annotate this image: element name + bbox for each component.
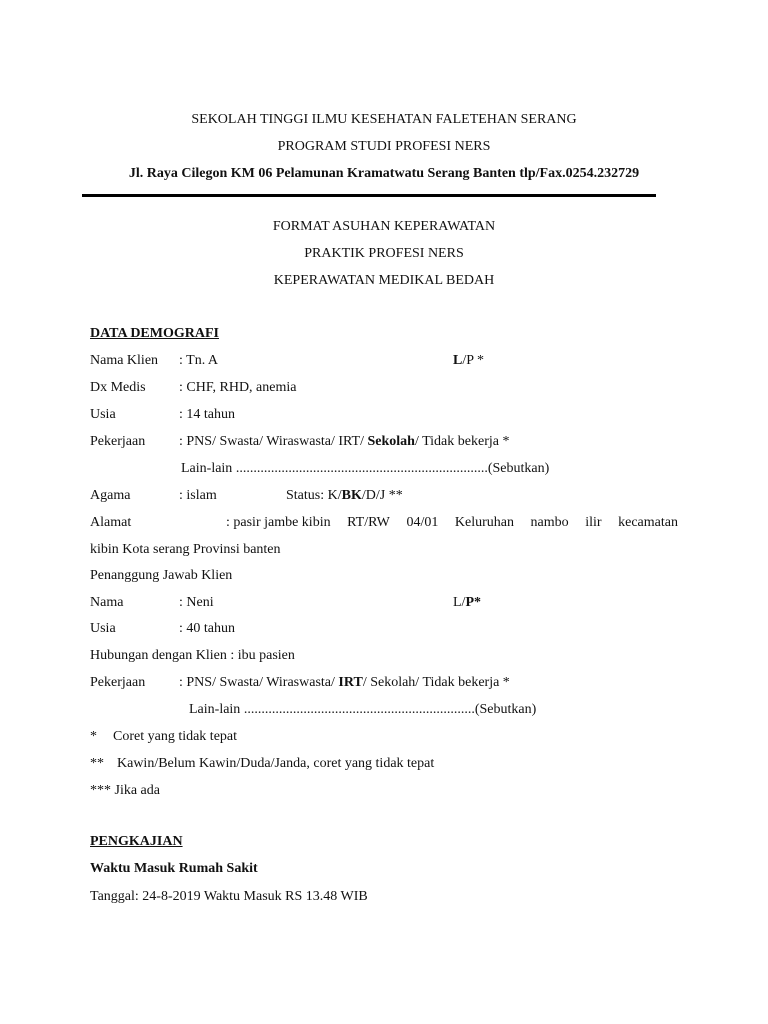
lain-lain-label: Lain-lain — [181, 461, 233, 476]
pekerjaan-selected: Sekolah — [367, 434, 415, 449]
section-heading-pengkajian: PENGKAJIAN — [90, 834, 183, 849]
pekerjaan-pj-pre: : PNS/ Swasta/ Wiraswasta/ — [179, 675, 339, 690]
gender-penanggung — [453, 595, 481, 611]
label-usia-penanggung: Usia — [90, 621, 116, 636]
gender-penanggung-selected: P* — [465, 595, 482, 610]
tanggal-masuk: Tanggal: 24-8-2019 Waktu Masuk RS 13.48 WIB — [90, 889, 368, 904]
pekerjaan-options-pre: : PNS/ Swasta/ Wiraswasta/ IRT/ — [179, 434, 368, 449]
value-agama: : islam — [179, 488, 217, 503]
label-dx-medis: Dx Medis — [90, 380, 146, 395]
hubungan-dengan-klien: Hubungan dengan Klien : ibu pasien — [90, 648, 295, 663]
gender-klien-selected: L — [453, 353, 463, 368]
lain-lain-pj-dots: .................................................................. — [240, 702, 475, 717]
pekerjaan-options-post: / Tidak bekerja * — [414, 434, 510, 449]
alamat-word: nambo — [530, 515, 569, 530]
value-dx-medis: : CHF, RHD, anemia — [179, 380, 297, 395]
label-nama-penanggung: Nama — [90, 595, 124, 610]
pekerjaan-pj-selected: IRT — [338, 675, 363, 690]
note-text-1: Coret yang tidak tepat — [113, 729, 238, 744]
gender-klien-rest: /P * — [462, 353, 484, 368]
institution-address: Jl. Raya Cilegon KM 06 Pelamunan Kramatwatu Serang Banten tlp/Fax.0254.232729 — [128, 166, 640, 181]
institution-name: SEKOLAH TINGGI ILMU KESEHATAN FALETEHAN SERANG — [191, 112, 577, 127]
subheading-waktu-masuk: Waktu Masuk Rumah Sakit — [90, 861, 258, 876]
pekerjaan-pj-post: / Sekolah/ Tidak bekerja * — [362, 675, 510, 690]
lain-lain-pj-suffix: (Sebutkan) — [474, 702, 537, 717]
gender-klien — [453, 353, 484, 369]
label-agama: Agama — [90, 488, 131, 503]
value-usia-klien: : 14 tahun — [179, 407, 235, 422]
note-mark-1: * — [90, 729, 97, 744]
label-pekerjaan-penanggung: Pekerjaan — [90, 675, 146, 690]
label-usia-klien: Usia — [90, 407, 116, 422]
alamat-word: kecamatan — [618, 515, 678, 530]
lain-lain-suffix: (Sebutkan) — [487, 461, 550, 476]
program-name: PROGRAM STUDI PROFESI NERS — [277, 139, 491, 154]
value-nama-penanggung: : Neni — [179, 595, 214, 610]
section-heading-penanggung: Penanggung Jawab Klien — [90, 568, 233, 583]
lain-lain-penanggung — [189, 702, 536, 718]
value-pekerjaan-klien — [179, 434, 509, 450]
status-selected: BK — [341, 488, 362, 503]
label-alamat: Alamat — [90, 515, 132, 530]
note-3: *** Jika ada — [90, 783, 160, 798]
format-title-line1: FORMAT ASUHAN KEPERAWATAN — [272, 219, 496, 234]
format-title-line3: KEPERAWATAN MEDIKAL BEDAH — [273, 273, 495, 288]
note-mark-2: ** — [90, 756, 104, 771]
value-pekerjaan-penanggung — [179, 675, 510, 691]
alamat-word: ilir — [585, 515, 602, 530]
lain-lain-dots: ........................................................................ — [232, 461, 488, 476]
value-alamat-line2: kibin Kota serang Provinsi banten — [90, 542, 281, 557]
status-perkawinan — [286, 488, 403, 504]
alamat-word: RT/RW — [347, 515, 390, 530]
label-nama-klien: Nama Klien — [90, 353, 159, 368]
value-usia-penanggung: : 40 tahun — [179, 621, 235, 636]
label-pekerjaan-klien: Pekerjaan — [90, 434, 146, 449]
header-divider — [82, 194, 656, 197]
alamat-word: Keluruhan — [454, 515, 514, 530]
status-pre: Status: K/ — [286, 488, 342, 503]
lain-lain-klien — [181, 461, 549, 477]
alamat-word: : pasir jambe kibin — [226, 515, 331, 530]
note-text-2: Kawin/Belum Kawin/Duda/Janda, coret yang tidak tepat — [117, 756, 435, 771]
lain-lain-pj-label: Lain-lain — [189, 702, 241, 717]
status-post: /D/J ** — [361, 488, 403, 503]
format-title-line2: PRAKTIK PROFESI NERS — [304, 246, 464, 261]
gender-penanggung-pre: L/ — [453, 595, 466, 610]
section-heading-demografi: DATA DEMOGRAFI — [90, 326, 219, 341]
alamat-word: 04/01 — [406, 515, 439, 530]
value-nama-klien: : Tn. A — [179, 353, 219, 368]
value-alamat-line1 — [226, 515, 678, 531]
